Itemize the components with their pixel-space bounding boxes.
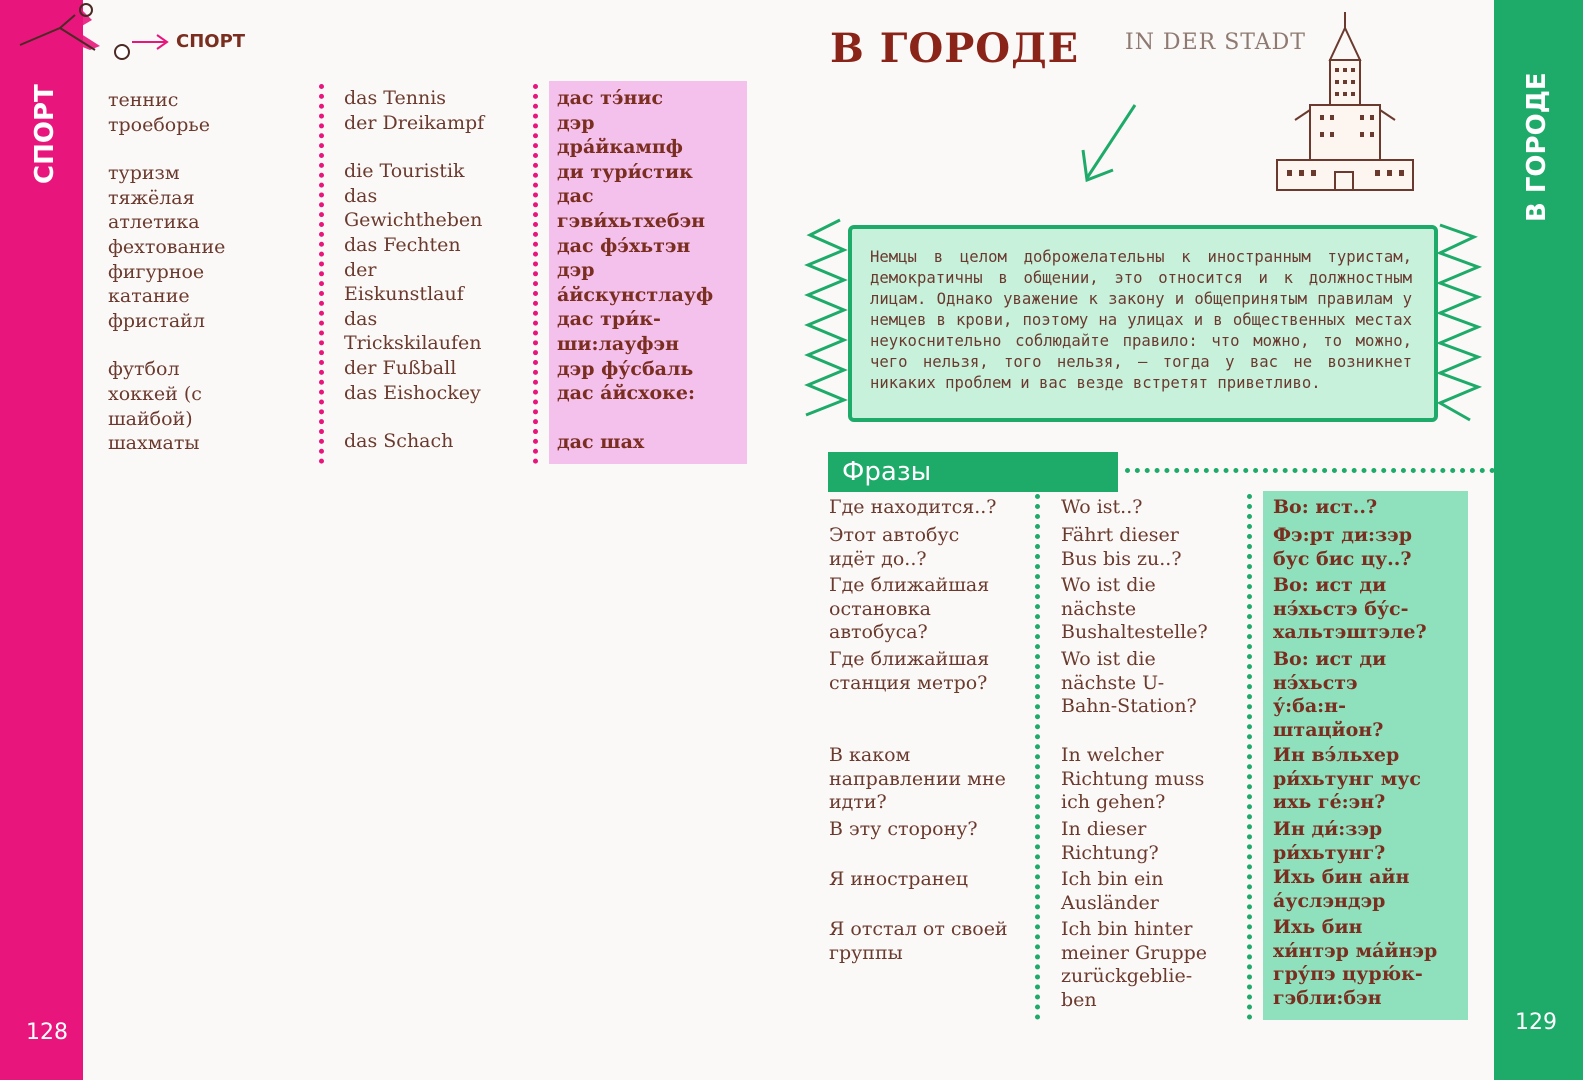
- de-group: das Schach: [344, 430, 454, 453]
- arrow-icon: [1075, 100, 1145, 190]
- right-page-number: 129: [1515, 1010, 1557, 1035]
- dotted-divider: [1035, 494, 1040, 1020]
- phrase-de: Wo ist die nächste Bushaltestelle?: [1061, 574, 1208, 643]
- right-side-tab: В ГОРОДЕ: [1522, 72, 1552, 222]
- phrase-de: In welcher Richtung muss ich gehen?: [1061, 744, 1205, 813]
- phrase-de: Ich bin ein Ausländer: [1061, 868, 1164, 914]
- dotted-divider: [1247, 494, 1252, 1020]
- phrase-tr: Ин ди́:зэр ри́хьтунг?: [1273, 818, 1386, 864]
- ru-group: теннис троеборье: [108, 89, 210, 136]
- phrases-header: Фразы: [828, 452, 1118, 492]
- section-label: СПОРТ: [176, 31, 246, 52]
- tr-group: дас шах: [557, 430, 645, 453]
- phrase-ru: В эту сторону?: [829, 818, 978, 840]
- tip-note: Немцы в целом доброжелательны к иностранным туристам, демократичны в общении, это относится и к должностным лицам. Однако уважение к закону и общепринятым правилам у немцев в крови, поэтому на улицах и в общественных местах неукоснительно соблюдайте правило: что можно, то можно, чего нельзя, того нельзя, – тогда у вас не возникнет никаких проблем и вас везде встретят приветливо.: [848, 225, 1438, 422]
- phrase-ru: Я иностранец: [829, 868, 968, 890]
- phrase-ru: Где ближайшая остановка автобуса?: [829, 574, 990, 643]
- dotted-divider: [319, 84, 324, 464]
- skyscraper-icon: [1275, 10, 1415, 195]
- ru-group: туризм тяжёлая атлетика фехтование фигурное катание фристайл: [108, 162, 226, 332]
- phrase-ru: Где находится..?: [829, 496, 997, 518]
- phrase-ru: Я отстал от своей группы: [829, 918, 1008, 964]
- phrase-tr: Ихь бин хи́нтэр ма́йнэр гру́пэ цурю́к- гэбли:бэн: [1273, 916, 1438, 1009]
- phrase-ru: Где ближайшая станция метро?: [829, 648, 990, 694]
- zigzag-decoration: [800, 215, 852, 430]
- phrase-de: Fährt dieser Bus bis zu..?: [1061, 524, 1182, 570]
- left-side-tab: СПОРТ: [30, 84, 60, 184]
- page-title: В ГОРОДЕ: [830, 25, 1080, 72]
- ru-group: футбол хоккей (с шайбой) шахматы: [108, 358, 202, 455]
- phrase-de: Wo ist..?: [1061, 496, 1143, 518]
- phrase-tr: Во: ист ди нэ́хьстэ у́:ба:н- штацйон?: [1273, 648, 1387, 741]
- transcription-column: [557, 86, 745, 454]
- phrase-tr: Фэ:рт ди:зэр бус бис цу..?: [1273, 524, 1413, 570]
- german-column: [344, 86, 534, 454]
- football-player-icon: [0, 0, 175, 70]
- phrase-tr: Ихь бин айн а́услэндэр: [1273, 866, 1410, 912]
- tr-group: дас тэ́нис дэр дра́йкампф ди тури́стик дас гэви́хьтхебэн дас фэ́хьтэн дэр а́йскунстлауф дас три́к- ши:лауфэн дэр фу́сбаль дас а́йсхоке:: [557, 87, 714, 405]
- phrase-tr: Во: ист..?: [1273, 496, 1378, 518]
- phrase-de: Wo ist die nächste U- Bahn-Station?: [1061, 648, 1197, 717]
- dotted-divider: [1125, 468, 1495, 473]
- phrase-tr: Во: ист ди нэ́хьстэ бу́с- хальтэштэле?: [1273, 574, 1427, 643]
- phrase-de: Ich bin hinter meiner Gruppe zurückgeblie- ben: [1061, 918, 1208, 1011]
- phrase-de: In dieser Richtung?: [1061, 818, 1159, 864]
- phrase-tr: Ин вэ́льхер ри́хьтунг мус ихь ге́:эн?: [1273, 744, 1421, 813]
- de-group: die Touristik das Gewichtheben das Fechten der Eiskunstlauf das Trickskilaufen der Fußball das Eishockey: [344, 160, 483, 404]
- zigzag-decoration: [1434, 215, 1484, 430]
- de-group: das Tennis der Dreikampf: [344, 87, 485, 134]
- phrase-ru: В каком направлении мне идти?: [829, 744, 1006, 813]
- left-page-number: 128: [26, 1020, 68, 1045]
- phrase-ru: Этот автобус идёт до..?: [829, 524, 960, 570]
- page-subtitle: IN DER STADT: [1125, 30, 1306, 55]
- russian-column: [108, 88, 308, 456]
